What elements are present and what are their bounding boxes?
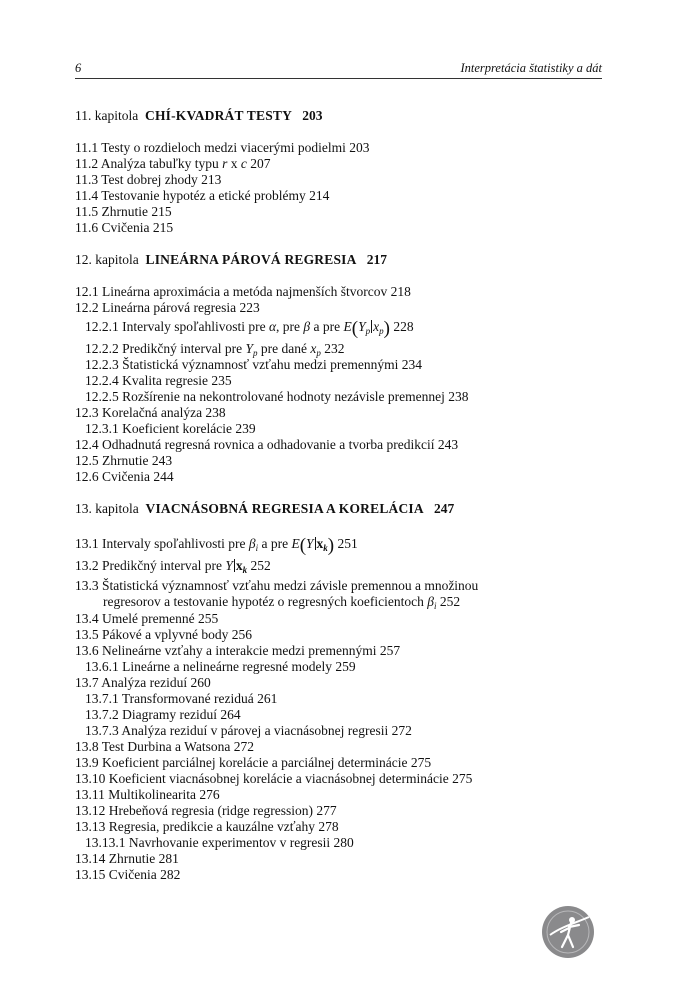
math-Y: Y [358,319,366,334]
entry-page: 228 [389,319,414,334]
toc-entry-13-2[interactable] [75,558,271,578]
toc-entry-11-5[interactable]: 11.5 Zhrnutie 215 [75,204,172,219]
running-title: Interpretácia štatistiky a dát [460,61,602,75]
entry-text: , pre [276,319,304,334]
toc-entry-12-4[interactable]: 12.4 Odhadnutá regresná rovnica a odhadovanie a tvorba predikcií 243 [75,437,459,452]
entry-page: 207 [246,156,271,171]
toc-entry-13-13[interactable]: 13.13 Regresia, predikcie a kauzálne vzťahy 278 [75,819,339,834]
math-Y: Y [306,536,314,551]
toc-entry-13-1[interactable]: 13.1 Intervaly spoľahlivosti pre $\beta_i$ a pre E(Y $x_k$) 251 [75,535,358,556]
toc-entry-12-2-3[interactable]: 12.2.3 Štatistická významnosť vzťahu medzi premennými 234 [85,357,422,372]
chapter-page: 247 [433,501,455,516]
chapter-13-heading[interactable] [75,501,454,517]
toc-entry-12-2-1[interactable]: 12.2.1 Intervaly spoľahlivosti pre α, pre β a pre $E(Y_p$ $x_p$) 228 [85,318,414,339]
toc-entry-13-15[interactable]: 13.15 Cvičenia 282 [75,867,181,882]
toc-entry-13-3[interactable]: 13.3 Štatistická významnosť vzťahu medzi závisle premennou a množinou [75,578,479,593]
math-x-vector: x [316,536,324,551]
chapter-label: 13. kapitola [75,501,139,516]
entry-text: x [227,156,241,171]
entry-text: a pre [258,536,292,551]
toc-entry-13-10[interactable]: 13.10 Koeficient viacnásobnej korelácie a viacnásobnej determinácie 275 [75,771,473,786]
chapter-page: 203 [302,108,323,123]
math-subscript: k [323,543,328,553]
math-subscript: i [433,601,437,611]
math-subscript: p [316,348,321,358]
math-subscript: p [379,326,384,336]
toc-entry-13-13-1[interactable]: 13.13.1 Navrhovanie experimentov v regresii 280 [85,835,354,850]
chapter-title: CHÍ-KVADRÁT TESTY [145,108,293,123]
chapter-title: VIACNÁSOBNÁ REGRESIA A KORELÁCIA [145,501,424,516]
running-header [75,60,602,79]
toc-entry-11-4[interactable]: 11.4 Testovanie hypotéz a etické problémy 214 [75,188,330,203]
math-alpha: α [268,319,277,334]
toc-entry-13-9[interactable]: 13.9 Koeficient parciálnej korelácie a parciálnej determinácie 275 [75,755,432,770]
entry-page: 251 [334,536,358,551]
toc-entry-13-7-1[interactable]: 13.7.1 Transformované reziduá 261 [85,691,278,706]
chapter-page: 217 [366,252,387,267]
math-x-vector: x [235,558,243,573]
entry-text: regresorov a testovanie hypotéz o regresných koeficientoch [103,594,428,609]
math-r: r [222,156,228,171]
toc-entry-12-2-4[interactable]: 12.2.4 Kvalita regresie 235 [85,373,232,388]
toc-entry-13-5[interactable]: 13.5 Pákové a vplyvné body 256 [75,627,252,642]
entry-text: 12.2.2 Predikčný interval pre [85,341,246,356]
toc-entry-13-12[interactable]: 13.12 Hrebeňová regresia (ridge regression) 277 [75,803,337,818]
math-subscript: p [365,326,371,336]
page-number: 6 [75,61,82,75]
toc-entry-12-2-5[interactable]: 12.2.5 Rozšírenie na nekontrolované hodnoty nezávisle premennej 238 [85,389,469,404]
toc-entry-11-2[interactable] [75,156,270,172]
math-x: x [310,341,317,356]
math-beta: β [303,319,311,334]
publisher-logo [541,905,595,959]
toc-entry-12-1[interactable]: 12.1 Lineárna aproximácia a metóda najmenších štvorcov 218 [75,284,411,299]
entry-text: 11.2 Analýza tabuľky typu [75,156,223,171]
toc-entry-12-3[interactable]: 12.3 Korelačná analýza 238 [75,405,226,420]
toc-entry-11-1[interactable]: 11.1 Testy o rozdieloch medzi viacerými podielmi 203 [75,140,370,155]
math-subscript: p [252,348,258,358]
toc-entry-11-6[interactable]: 11.6 Cvičenia 215 [75,220,174,235]
entry-text: 12.2.1 Intervaly spoľahlivosti pre [85,319,269,334]
entry-text: 13.1 Intervaly spoľahlivosti pre [75,536,249,551]
math-subscript: i [255,543,259,553]
toc-entry-13-7[interactable]: 13.7 Analýza reziduí 260 [75,675,211,690]
toc-entry-12-3-1[interactable]: 12.3.1 Koeficient korelácie 239 [85,421,256,436]
toc-entry-13-11[interactable]: 13.11 Multikolinearita 276 [75,787,220,802]
toc-entry-11-3[interactable]: 11.3 Test dobrej zhody 213 [75,172,222,187]
math-subscript: k [242,565,248,575]
toc-entry-12-2[interactable]: 12.2 Lineárna párová regresia 223 [75,300,260,315]
toc-entry-13-6[interactable]: 13.6 Nelineárne vzťahy a interakcie medzi premennými 257 [75,643,401,658]
entry-text: a pre [310,319,344,334]
toc-entry-13-7-2[interactable]: 13.7.2 Diagramy reziduí 264 [85,707,241,722]
entry-page: 252 [436,594,461,609]
toc-entry-13-7-3[interactable]: 13.7.3 Analýza reziduí v párovej a viacnásobnej regresii 272 [85,723,412,738]
toc-entry-12-5[interactable]: 12.5 Zhrnutie 243 [75,453,173,468]
entry-page: 232 [320,341,345,356]
chapter-11-heading[interactable] [75,108,322,124]
math-Y: Y [245,341,253,356]
toc-entry-13-8[interactable]: 13.8 Test Durbina a Watsona 272 [75,739,254,754]
chapter-label: 11. kapitola [75,108,139,123]
chapter-12-heading[interactable] [75,252,387,268]
toc-entry-13-4[interactable]: 13.4 Umelé premenné 255 [75,611,219,626]
toc-entry-12-6[interactable]: 12.6 Cvičenia 244 [75,469,174,484]
math-beta: β [427,594,434,609]
math-expectation: E [291,536,300,551]
math-beta: β [248,536,256,551]
math-c: c [240,156,247,171]
chapter-title: LINEÁRNA PÁROVÁ REGRESIA [145,252,357,267]
math-expectation: E [343,319,352,334]
entry-page: 252 [247,558,271,573]
chapter-label: 12. kapitola [75,252,139,267]
math-Y: Y [225,558,233,573]
toc-entry-13-14[interactable]: 13.14 Zhrnutie 281 [75,851,179,866]
entry-text: pre dané [257,341,311,356]
entry-text: 13.2 Predikčný interval pre [75,558,226,573]
toc-entry-13-6-1[interactable]: 13.6.1 Lineárne a nelineárne regresné modely 259 [85,659,356,674]
math-x: x [373,319,380,334]
